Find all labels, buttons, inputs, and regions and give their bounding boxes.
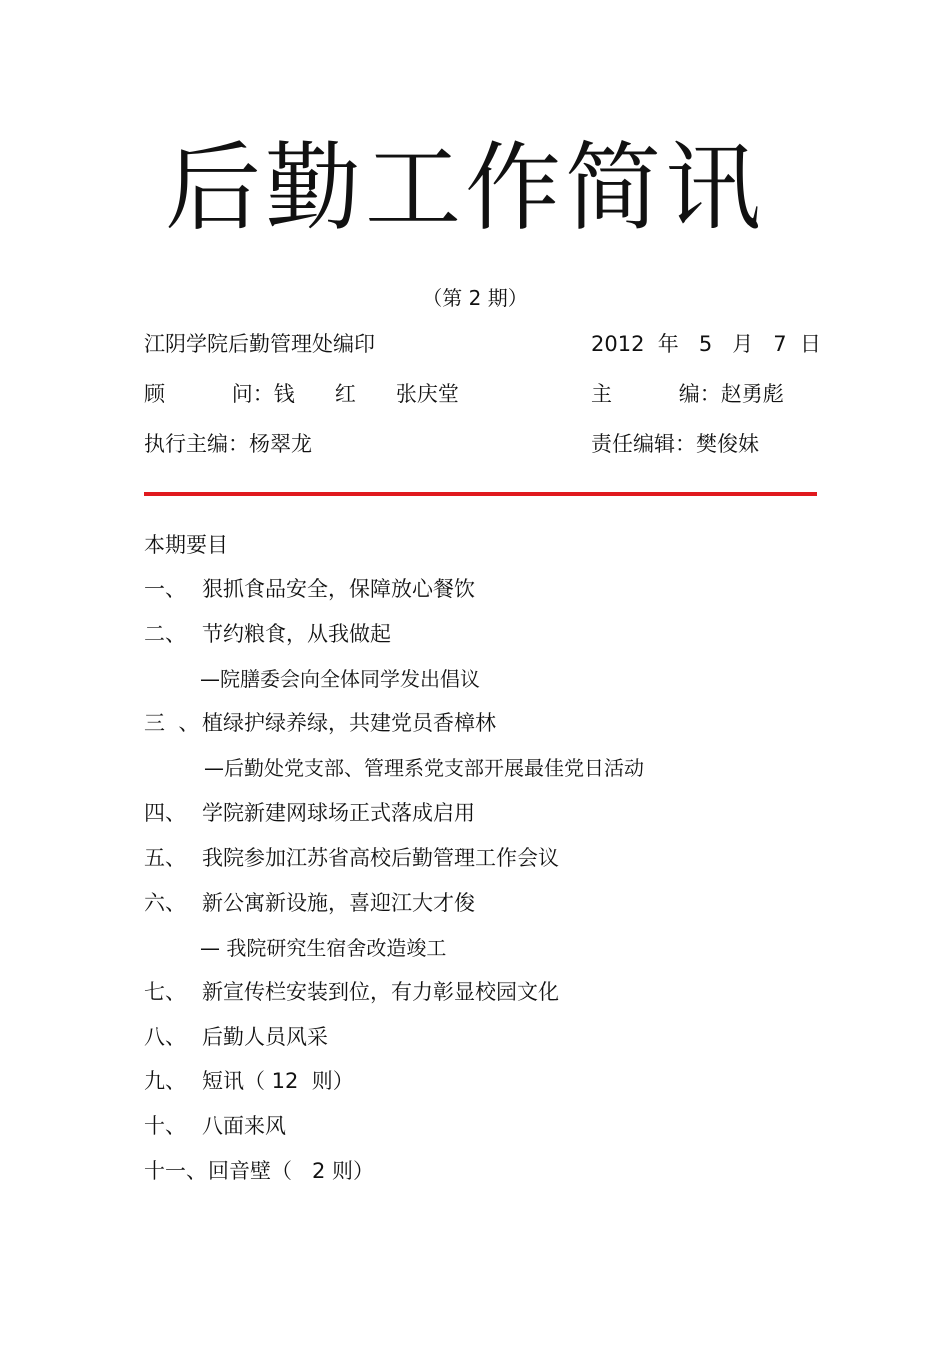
- chief-editor-line: [591, 384, 784, 405]
- exec-editor-line: [144, 434, 312, 455]
- toc-text: 八面来风: [202, 1114, 286, 1138]
- advisor-label: 顾 问：: [144, 382, 274, 406]
- chief-editor-label: 主 编：: [591, 382, 721, 406]
- chief-editor-name: 赵勇彪: [720, 382, 784, 406]
- toc-text: 我院参加江苏省高校后勤管理工作会议: [202, 846, 559, 870]
- toc-text: 节约粮食，从我做起: [202, 622, 391, 646]
- newsletter-title: 后勤工作简讯: [165, 132, 765, 244]
- toc-number: 七、: [144, 980, 186, 1004]
- toc-text: 新宣传栏安装到位，有力彰显校园文化: [202, 980, 559, 1004]
- toc-text: 新公寓新设施，喜迎江大才俊: [202, 891, 475, 915]
- toc-item: [144, 848, 559, 869]
- toc-number: 八、: [144, 1025, 186, 1049]
- toc-text: 短讯（ 12 则）: [202, 1069, 354, 1093]
- toc-item: [144, 1027, 328, 1048]
- toc-number: 六、: [144, 891, 186, 915]
- publish-date: 2012 年 5 月 7 日: [591, 332, 821, 356]
- toc-text: 回音壁（ 2 则）: [208, 1159, 375, 1183]
- toc-text: 狠抓食品安全，保障放心餐饮: [202, 577, 475, 601]
- toc-subtitle: — 我院研究生宿舍改造竣工: [200, 936, 447, 960]
- resp-editor-label: 责任编辑：: [591, 432, 696, 456]
- exec-editor-name: 杨翠龙: [249, 432, 312, 456]
- toc-item: [144, 579, 475, 600]
- issue-number: （第 2 期）: [422, 286, 528, 310]
- toc-item: [144, 893, 475, 914]
- toc-item: [144, 1161, 374, 1182]
- toc-number: 五、: [144, 846, 186, 870]
- toc-number: 十、: [144, 1114, 186, 1138]
- toc-text: 学院新建网球场正式落成启用: [202, 801, 475, 825]
- toc-number: 三 、: [144, 711, 200, 735]
- advisor-line: [144, 384, 459, 405]
- toc-number: 一、: [144, 577, 186, 601]
- toc-item: [144, 624, 391, 645]
- toc-item: [144, 982, 559, 1003]
- toc-item: [144, 713, 496, 734]
- toc-item: [144, 1116, 286, 1137]
- resp-editor-name: 樊俊妹: [696, 432, 759, 456]
- toc-subtitle: —后勤处党支部、管理系党支部开展最佳党日活动: [204, 756, 644, 780]
- red-divider: [144, 492, 817, 496]
- resp-editor-line: [591, 434, 759, 455]
- toc-item: [144, 1071, 354, 1092]
- toc-item: [144, 803, 475, 824]
- toc-number: 二、: [144, 622, 186, 646]
- toc-subtitle: —院膳委会向全体同学发出倡议: [200, 667, 480, 691]
- publisher: 江阴学院后勤管理处编印: [144, 332, 375, 356]
- toc-number: 九、: [144, 1069, 186, 1093]
- advisor-names: 钱 红 张庆堂: [273, 382, 459, 406]
- exec-editor-label: 执行主编：: [144, 432, 249, 456]
- toc-text: 后勤人员风采: [202, 1025, 328, 1049]
- toc-heading: 本期要目: [144, 533, 228, 557]
- toc-text: 植绿护绿养绿，共建党员香樟林: [202, 711, 496, 735]
- toc-number: 十一、: [144, 1159, 207, 1183]
- toc-number: 四、: [144, 801, 186, 825]
